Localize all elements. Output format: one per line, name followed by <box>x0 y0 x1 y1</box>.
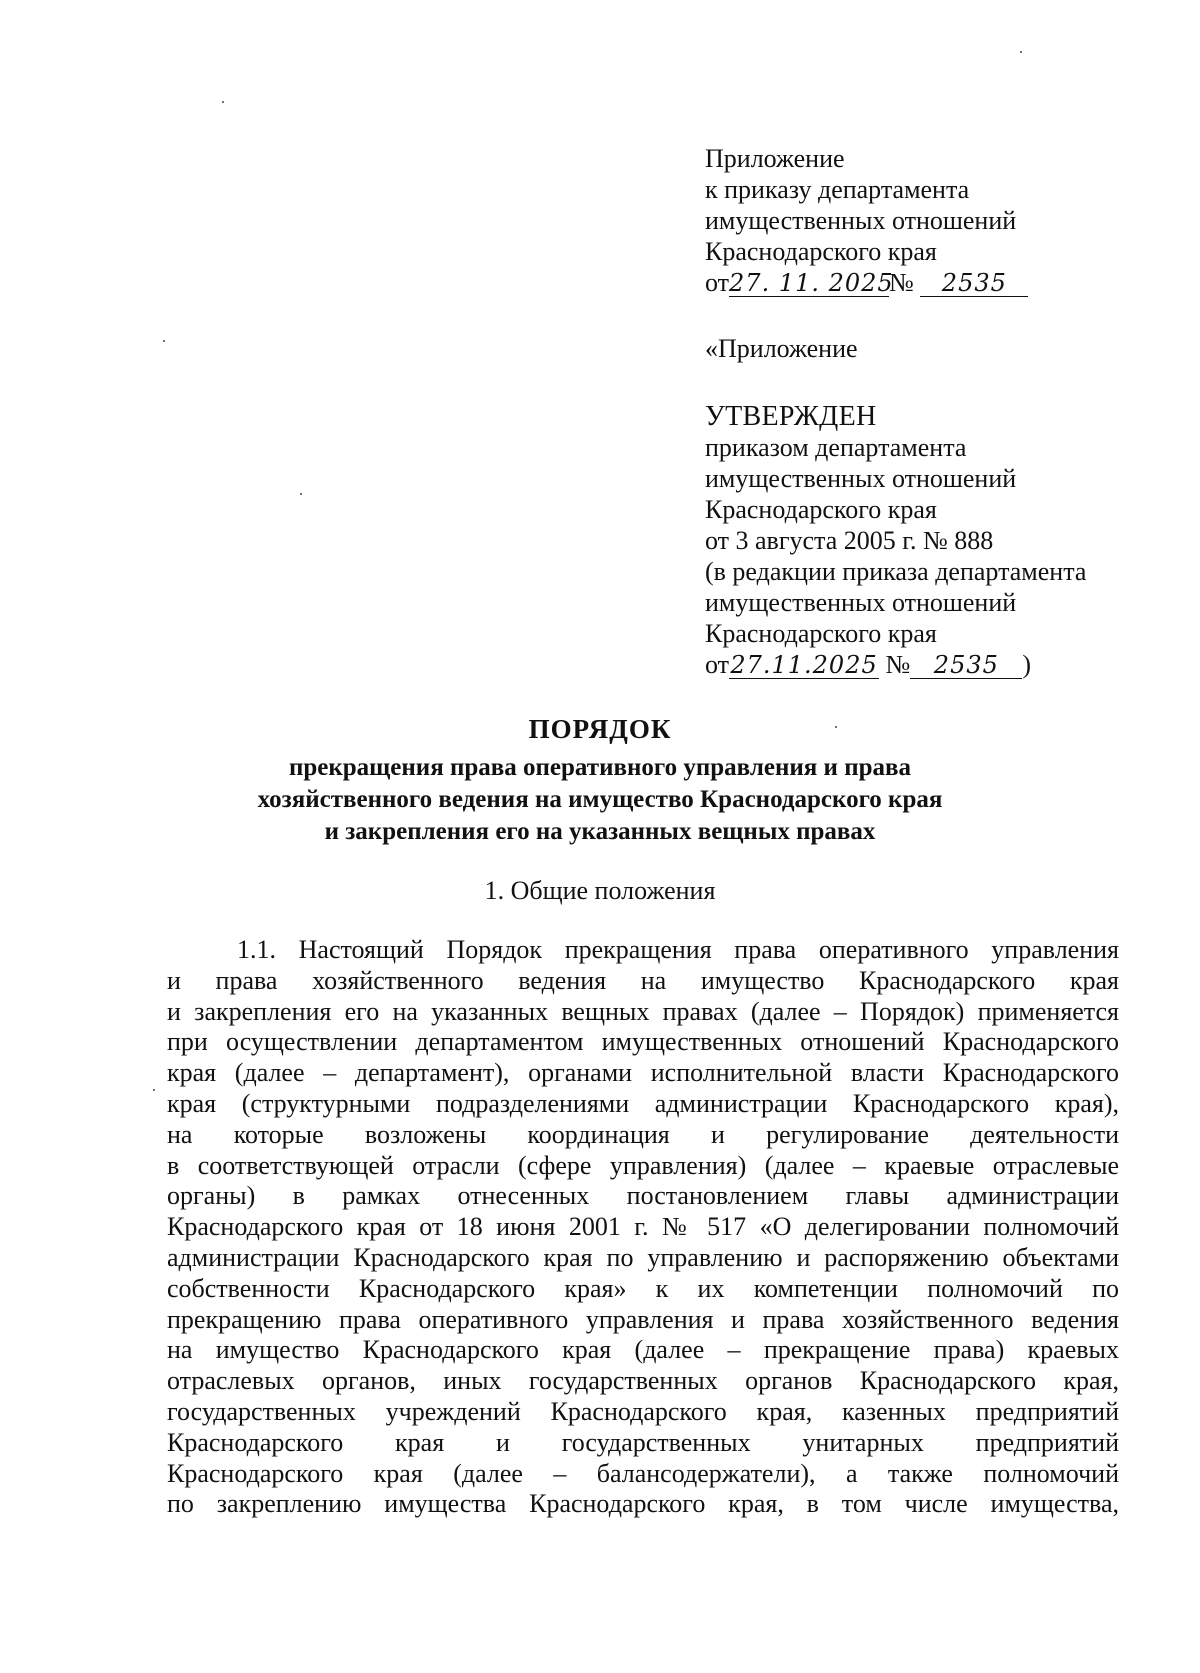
subtitle-line: и закрепления его на указанных вещных правах <box>324 818 876 845</box>
approval-line: приказом департамента <box>705 433 967 462</box>
body-line: на имущество Краснодарского края (далее – прекращение права) краевых <box>167 1335 1119 1365</box>
body-line: края (структурными подразделениями администрации Краснодарского края), <box>167 1088 1119 1118</box>
appendix-line: к приказу департамента <box>705 175 970 204</box>
body-line: Краснодарского края (далее – балансодержатели), а также полномочий <box>167 1458 1119 1488</box>
body-line: и закрепления его на указанных вещных правах (далее – Порядок) применяется <box>167 996 1119 1026</box>
approval-line: Краснодарского края <box>705 495 937 524</box>
approval-line: от 3 августа 2005 г. № 888 <box>705 526 994 555</box>
edit-date-prefix: от <box>705 650 730 679</box>
body-line: по закреплению имущества Краснодарского края, в том числе имущества, <box>167 1489 1119 1519</box>
scan-speck <box>222 101 224 103</box>
body-line: при осуществлении департаментом имущественных отношений Краснодарского <box>167 1027 1119 1057</box>
appendix-line: Краснодарского края <box>705 237 937 266</box>
body-line: собственности Краснодарского края» к их компетенции полномочий по <box>167 1273 1119 1303</box>
handwritten-number: 2535 <box>910 652 1022 679</box>
handwritten-date: 27.11.2025 <box>730 651 878 679</box>
body-line: края (далее – департамент), органами исполнительной власти Краснодарского <box>167 1058 1119 1088</box>
body-line: Краснодарского края и государственных унитарных предприятий <box>167 1427 1119 1457</box>
body-line: прекращению права оперативного управления и права хозяйственного ведения <box>167 1304 1119 1334</box>
body-line: Краснодарского края от 18 июня 2001 г. № 517 «О делегировании полномочий <box>167 1212 1119 1242</box>
closing-paren: ) <box>1022 650 1032 679</box>
body-line: и права хозяйственного ведения на имущество Краснодарского края <box>167 965 1119 995</box>
handwritten-number: 2535 <box>920 270 1028 297</box>
quoted-appendix-label: «Приложение <box>705 334 858 363</box>
scan-speck <box>153 1089 155 1091</box>
edit-date-line <box>705 649 1175 680</box>
appendix-header <box>705 143 1175 298</box>
approval-line: (в редакции приказа департамента <box>705 557 1087 586</box>
body-line: государственных учреждений Краснодарского края, казенных предприятий <box>167 1396 1119 1426</box>
approved-label: УТВЕРЖДЕН <box>705 401 877 432</box>
body-line: администрации Краснодарского края по управлению и распоряжению объектами <box>167 1242 1119 1272</box>
subtitle-line: хозяйственного ведения на имущество Краснодарского края <box>257 786 943 813</box>
scan-speck <box>163 340 165 342</box>
appendix-line: имущественных отношений <box>705 206 1017 235</box>
appendix-line: Приложение <box>705 144 845 173</box>
document-title: ПОРЯДОК <box>528 714 672 744</box>
body-line: в соответствующей отрасли (сфере управления) (далее – краевые отраслевые <box>167 1150 1119 1180</box>
quoted-appendix <box>705 333 1175 364</box>
order-date-prefix: от <box>705 268 730 297</box>
order-date-line <box>705 267 1175 298</box>
body-line: на которые возложены координация и регулирование деятельности <box>167 1119 1119 1149</box>
subtitle-line: прекращения права оперативного управления и права <box>288 754 912 781</box>
section-heading: 1. Общие положения <box>484 876 716 905</box>
approval-line: Краснодарского края <box>705 619 937 648</box>
body-line: отраслевых органов, иных государственных органов Краснодарского края, <box>167 1366 1119 1396</box>
body-line: 1.1. Настоящий Порядок прекращения права оперативного управления <box>237 935 1119 964</box>
body-paragraph <box>167 935 1119 1520</box>
number-sign: № <box>889 268 914 297</box>
number-sign: № <box>885 650 911 679</box>
body-line: органы) в рамках отнесенных постановлением главы администрации <box>167 1181 1119 1211</box>
approval-block <box>705 401 1175 680</box>
scan-speck <box>1020 51 1022 53</box>
handwritten-date: 27. 11. 2025 <box>729 269 894 297</box>
document-subtitle <box>150 752 1050 848</box>
approval-line: имущественных отношений <box>705 464 1017 493</box>
approval-line: имущественных отношений <box>705 588 1017 617</box>
scan-speck <box>300 493 302 495</box>
